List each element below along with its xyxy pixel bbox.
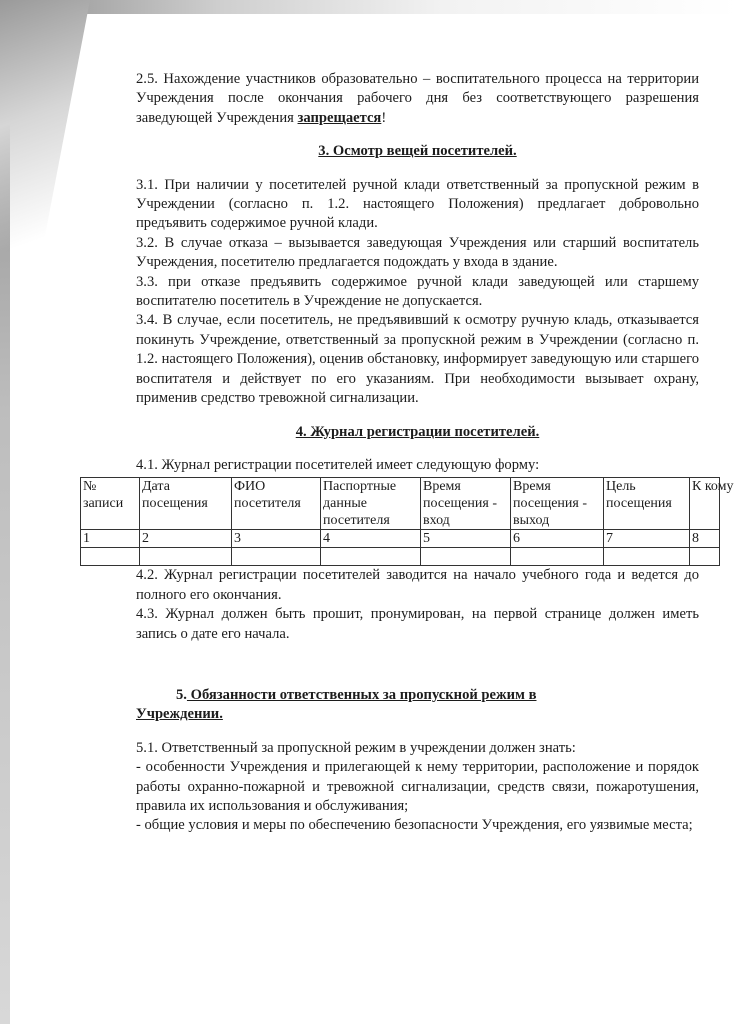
table-empty-row xyxy=(81,548,720,566)
paragraph-3-3: 3.3. при отказе предъявить содержимое ручной клади заведующей или старшему воспитателю посетитель в Учреждение не допускается. xyxy=(136,273,699,310)
table-header-cell: Время посещения - вход xyxy=(421,478,511,530)
table-header-row xyxy=(81,478,720,530)
visitor-journal-table xyxy=(80,477,734,566)
table-cell xyxy=(321,548,421,566)
table-cell: 2 xyxy=(140,530,232,548)
paragraph-4-3: 4.3. Журнал должен быть прошит, пронумирован, на первой странице должен иметь запись о дате его начала. xyxy=(136,606,699,642)
paragraph-3-1: 3.1. При наличии у посетителей ручной клади ответственный за пропускной режим в Учреждении (согласно п. 1.2. настоящего Положения) предлагает добровольно предъявить содержимое ручной клади. xyxy=(136,176,699,232)
paragraph-text: 2.5. Нахождение участников образовательно – воспитательного процесса на территории Учреждения после окончания рабочего дня без соответствующего разрешения заведующей Учреждения xyxy=(136,71,699,126)
paragraph-4-2: 4.2. Журнал регистрации посетителей заводится на начало учебного года и ведется до полного его окончания. xyxy=(136,567,699,603)
list-item: - общие условия и меры по обеспечению безопасности Учреждения, его уязвимые места; xyxy=(136,817,693,834)
section-5-title: Обязанности ответственных за пропускной режим в xyxy=(186,686,537,703)
table-cell: 7 xyxy=(604,530,690,548)
paragraph-3-2: 3.2. В случае отказа – вызывается заведующая Учреждения или старший воспитатель Учреждения, посетителю предлагается подождать у входа в здание. xyxy=(136,234,699,271)
section-4-heading: 4. Журнал регистрации посетителей. xyxy=(295,423,540,440)
paragraph-5-1: 5.1. Ответственный за пропускной режим в учреждении должен знать: xyxy=(136,739,576,756)
section-5-heading-line2: Учреждении. xyxy=(136,706,223,723)
document-page xyxy=(83,70,734,836)
table-header-cell: Дата посещения xyxy=(140,478,232,530)
table-header-cell: ФИО посетителя xyxy=(232,478,321,530)
paragraph-4-1: 4.1. Журнал регистрации посетителей имеет следующую форму: xyxy=(136,456,540,473)
table-cell xyxy=(604,548,690,566)
table-cell: 3 xyxy=(232,530,321,548)
section-5-heading-line1 xyxy=(136,686,699,705)
section-5-number: 5. xyxy=(176,686,187,703)
paragraph-2-5 xyxy=(136,70,699,128)
table-cell: 5 xyxy=(421,530,511,548)
table-number-row xyxy=(81,530,720,548)
table-header-cell: Паспортные данные посетителя xyxy=(321,478,421,530)
table-cell: 6 xyxy=(511,530,604,548)
table-header-cell: № записи xyxy=(81,478,140,530)
table-cell xyxy=(232,548,321,566)
scan-shadow-corner xyxy=(0,0,90,330)
emphasis-forbidden: запрещается xyxy=(297,109,382,126)
table-cell xyxy=(421,548,511,566)
table-cell xyxy=(81,548,140,566)
table-header-cell: Цель посещения xyxy=(604,478,690,530)
table-cell: 1 xyxy=(81,530,140,548)
table-cell xyxy=(690,548,720,566)
paragraph-3-4: 3.4. В случае, если посетитель, не предъявивший к осмотру ручную кладь, отказывается покинуть Учреждение, ответственный за пропускной режим в Учреждении (согласно п. 1.2. настоящего Положения), оценив обстановку, информирует заведующую или старшего воспитателя и действует по его указаниям. При необходимости вызывает охрану, применив средство тревожной сигнализации. xyxy=(136,312,699,407)
paragraph-end: ! xyxy=(381,109,387,126)
table-cell xyxy=(511,548,604,566)
scan-edge-top xyxy=(0,0,738,14)
table-cell: 4 xyxy=(321,530,421,548)
table-header-cell: Время посещения - выход xyxy=(511,478,604,530)
table-cell: 8 xyxy=(690,530,720,548)
section-5-heading xyxy=(136,686,699,725)
section-3-heading: 3. Осмотр вещей посетителей. xyxy=(318,143,517,160)
table-header-cell: К кому xyxy=(690,478,720,530)
table-cell xyxy=(140,548,232,566)
list-item: - особенности Учреждения и прилегающей к нему территории, расположение и порядок работы охранно-пожарной и тревожной сигнализации, средств связи, пожаротушения, правила их использования и обслуживания; xyxy=(136,759,699,814)
